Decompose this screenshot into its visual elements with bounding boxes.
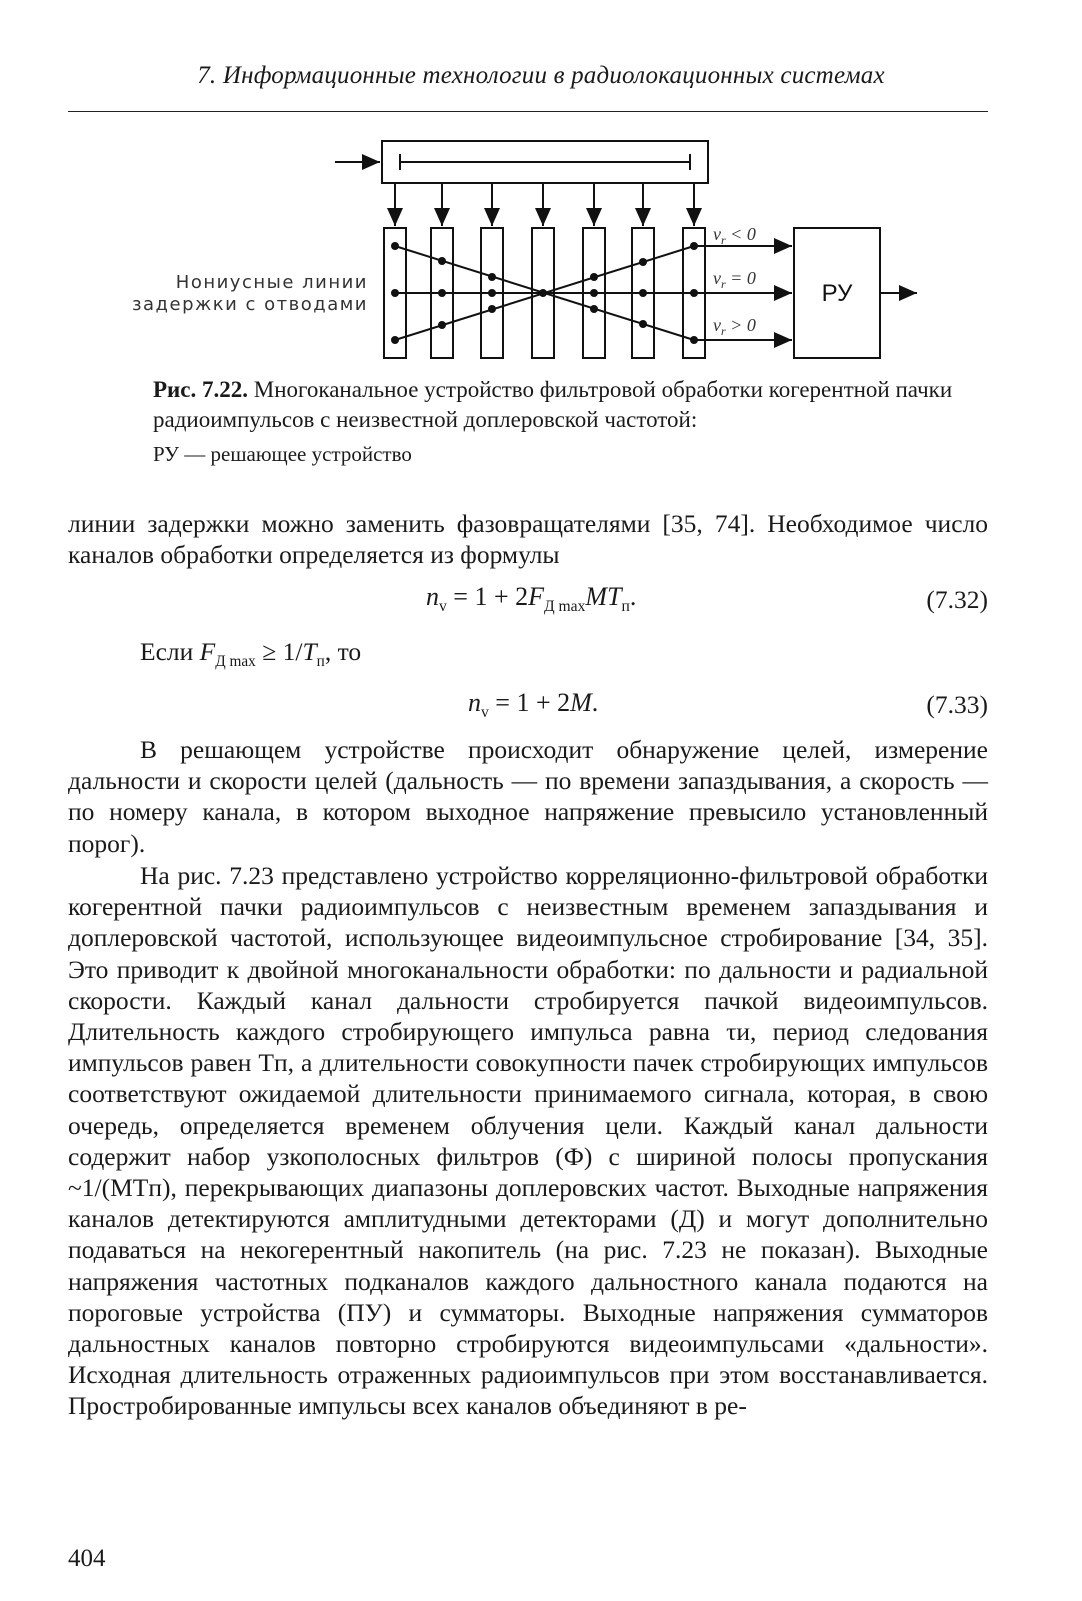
paragraph-2 [68, 734, 988, 859]
equation-7-32: $n_v = 1 + 2F_{Д max}MT_п$. [426, 582, 637, 616]
caption-legend: РУ — решающее устройство [153, 442, 412, 466]
paragraph-2-text: В решающем устройстве происходит обнаружение целей, измерение дальности и скорости целей (дальность — по времени запаздывания, а скорость — по номеру канала, в котором выходное напряжение превысило установленный порог). [68, 735, 988, 858]
paragraph-1-text: линии задержки можно заменить фазовращателями [35, 74]. Необходимое число каналов обработки определяется из формулы [68, 509, 988, 570]
equation-number-7-33: (7.33) [926, 690, 988, 719]
page-number: 404 [68, 1545, 106, 1572]
header-rule [68, 111, 988, 112]
decision-device-label: РУ [821, 280, 853, 307]
paragraph-3-text: На рис. 7.23 представлено устройство корреляционно-фильтровой обработки когерентной пачки радиоимпульсов с неизвестным временем запаздывания и доплеровской частотой, использующее видеоимпульсное стробирование [34, 35]. Это приводит к двойной многоканальности обработки: по дальности и радиальной скорости. Каждый канал дальности стробируется пачкой видеоимпульсов. Длительность каждого стробирующего импульса равна τи, период следования импульсов равен Tп, а длительности совокупности пачек стробирующих импульсов соответствуют ожидаемой длительности принимаемого сигнала, которая, в свою очередь, определяется временем облучения цели. Каждый канал дальности содержит набор узкополосных фильтров (Ф) с шириной полосы пропускания ~1/(MTп), перекрывающих диапазоны доплеровских частот. Выходные напряжения каналов детектируются амплитудными детекторами (Д) и могут дополнительно подаваться на некогерентный накопитель (на рис. 7.23 не показан). Выходные напряжения частотных подканалов каждого дальностного канала подаются на пороговые устройства (ПУ) и сумматоры. Выходные напряжения сумматоров дальностных каналов повторно стробируются видеоимпульсами «дальности». Исходная длительность отраженных радиоимпульсов при этом восстанавливается. Простробированные импульсы всех каналов объединяют в ре- [68, 861, 988, 1421]
label-vr-zero: $v_r = 0$ [713, 268, 756, 291]
paragraph-3 [68, 860, 988, 1422]
left-label-line2: задержки с отводами [131, 294, 368, 315]
caption-text: Многоканальное устройство фильтровой обработки когерентной пачки радиоимпульсов с неизвестной доплеровской частотой: [153, 377, 953, 432]
figure-left-label [118, 272, 368, 316]
label-vr-pos: $v_r > 0$ [713, 315, 756, 338]
running-title: 7. Информационные технологии в радиолокационных системах [197, 62, 885, 89]
then-word: , то [324, 637, 362, 666]
equation-number-7-32: (7.32) [926, 585, 988, 614]
figure-diagram [0, 120, 1082, 370]
figure-caption [153, 375, 973, 469]
caption-number: Рис. 7.22. [153, 377, 249, 402]
label-vr-neg: $v_r < 0$ [713, 224, 756, 247]
paragraph-1 [68, 508, 988, 570]
equation-7-33: $n_v = 1 + 2M$. [468, 688, 599, 722]
condition-line: Если $F_{Д max} \ge 1/T_п$, то [140, 637, 362, 671]
if-word: Если [140, 637, 194, 666]
left-label-line1: Нониусные линии [175, 272, 368, 293]
vernier-lines [384, 183, 705, 358]
